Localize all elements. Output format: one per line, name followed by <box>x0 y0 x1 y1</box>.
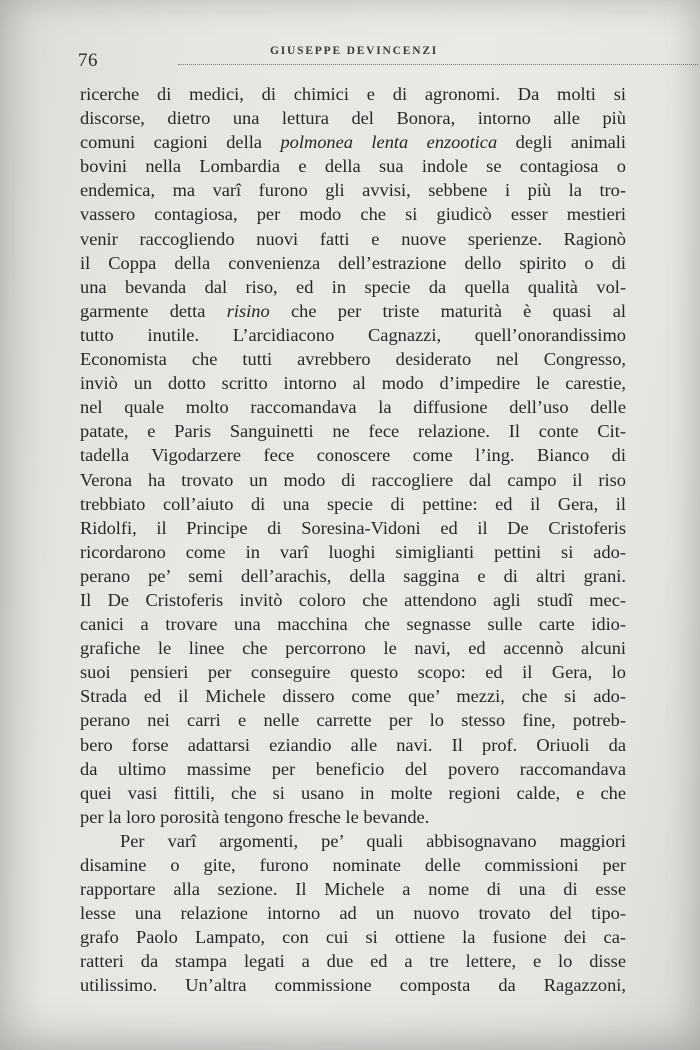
text-line: bovini nella Lombardia e della sua indole se contagiosa o <box>80 156 626 177</box>
text-line: da ultimo massime per beneficio del povero raccomandava <box>80 758 626 779</box>
text-line: Verona ha trovato un modo di raccogliere dal campo il riso <box>80 469 626 490</box>
body-text <box>80 82 626 998</box>
text-line: inviò un dotto scritto intorno al modo d’impedire le carestie, <box>80 373 626 394</box>
text-line: lesse una relazione intorno ad un nuovo trovato del tipo- <box>80 903 626 924</box>
text-line: disamine o gite, furono nominate delle commissioni per <box>80 855 626 875</box>
text-line: ricerche di medici, di chimici e di agronomi. Da molti si <box>80 84 626 104</box>
text-segment: garmente detta <box>80 300 227 321</box>
text-line: Per varî argomenti, pe’ quali abbisognavano maggiori <box>120 830 626 851</box>
text-segment: che per triste maturità è quasi al <box>269 300 626 321</box>
italic-term: risino <box>226 300 270 321</box>
page-number: 76 <box>78 50 98 71</box>
text-line: suoi pensieri per conseguire questo scopo: ed il Gera, lo <box>80 662 626 683</box>
text-line: Strada ed il Michele dissero come que’ mezzi, che si ado- <box>80 686 626 707</box>
text-line: una bevanda dal riso, ed in specie da quella qualità vol- <box>80 276 626 297</box>
italic-term: polmonea lenta enzootica <box>280 132 498 153</box>
running-head <box>78 42 618 72</box>
text-line: vassero contagiosa, per modo che si giudicò esser mestieri <box>80 204 626 225</box>
text-line: Il De Cristoferis invitò coloro che attendono agli studî mec- <box>80 589 626 610</box>
text-line: grafo Paolo Lampato, con cui si ottiene la fusione dei ca- <box>80 927 626 948</box>
text-line: nel quale molto raccomandava la diffusione dell’uso delle <box>80 397 626 418</box>
text-line: grafiche le linee che percorrono le navi, ed accennò alcuni <box>80 638 626 659</box>
text-line: tadella Vigodarzere fece conoscere come l’ing. Bianco di <box>80 445 626 466</box>
text-line: Ridolfi, il Principe di Soresina-Vidoni ed il De Cristoferis <box>80 517 626 538</box>
running-title: GIUSEPPE DEVINCENZI <box>270 45 439 57</box>
text-line: canici a trovare una macchina che segnasse sulle carte idio- <box>80 614 626 635</box>
text-line: rapportare alla sezione. Il Michele a nome di una di esse <box>80 879 626 900</box>
text-line: per la loro porosità tengono fresche le bevande. <box>80 806 430 827</box>
text-line: il Coppa della convenienza dell’estrazione dello spirito o di <box>80 252 626 273</box>
text-line: quei vasi fittili, che si usano in molte regioni calde, e che <box>80 782 626 803</box>
text-line: Economista che tutti avrebbero desiderato nel Congresso, <box>80 349 626 370</box>
text-line: discorse, dietro una lettura del Bonora, intorno alle più <box>80 108 626 129</box>
text-segment: degli animali <box>497 132 627 153</box>
text-line: ricordarono come in varî luoghi simiglianti pettini si ado- <box>80 541 626 562</box>
text-line: utilissimo. Un’altra commissione composta da Ragazzoni, <box>80 975 626 996</box>
text-line <box>80 130 626 154</box>
text-line: patate, e Paris Sanguinetti ne fece relazione. Il conte Cit- <box>80 421 626 442</box>
text-line: trebbiato coll’aiuto di una specie di pettine: ed il Gera, il <box>80 493 626 514</box>
text-line: ratteri da stampa legati a due ed a tre lettere, e lo disse <box>80 951 626 972</box>
text-segment: comuni cagioni della <box>80 132 281 153</box>
text-line: perano nei carri e nelle carrette per lo stesso fine, potreb- <box>80 710 626 731</box>
text-line: perano pe’ semi dell’arachis, della saggina e di altri grani. <box>80 565 626 586</box>
text-line: venir raccogliendo nuovi fatti e nuove sperienze. Ragionò <box>80 228 626 249</box>
text-line: endemica, ma varî furono gli avvisi, sebbene i più la tro- <box>80 180 626 201</box>
text-line <box>80 299 626 323</box>
text-line: bero forse adattarsi eziandio alle navi. Il prof. Oriuoli da <box>80 734 626 755</box>
text-line: tutto inutile. L’arcidiacono Cagnazzi, quell’onorandissimo <box>80 324 626 345</box>
header-dotted-rule <box>178 64 698 65</box>
